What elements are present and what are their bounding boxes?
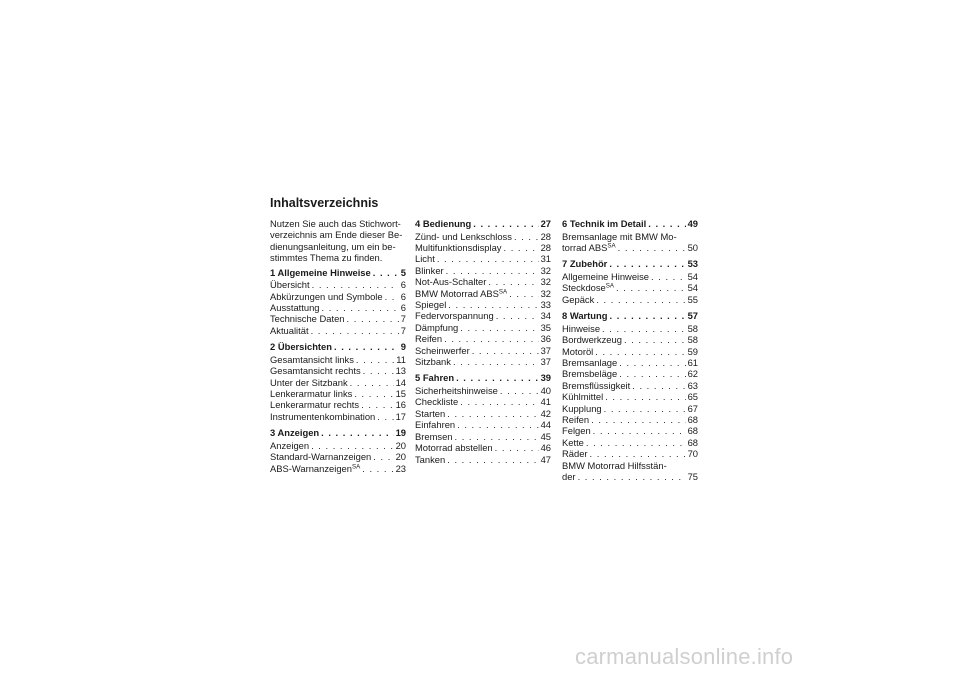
dot-leader bbox=[619, 368, 685, 379]
toc-page-number: 63 bbox=[687, 379, 698, 391]
toc-entry-spiegel[interactable] bbox=[415, 299, 551, 310]
toc-entry-reifen[interactable] bbox=[562, 414, 698, 425]
toc-entry-abkuerzungen-und-symbole[interactable] bbox=[270, 291, 406, 302]
dot-leader bbox=[312, 279, 399, 290]
toc-page-number: 32 bbox=[540, 264, 551, 276]
toc-entry-blinker[interactable] bbox=[415, 265, 551, 276]
toc-entry-technische-daten[interactable] bbox=[270, 313, 406, 324]
toc-entry-label: 6 Technik im Detail bbox=[562, 218, 647, 229]
toc-entry-sicherheitshinweise[interactable] bbox=[415, 385, 551, 396]
toc-entry-label: Bremsen bbox=[415, 430, 453, 442]
toc-entry-gesamtansicht-links[interactable] bbox=[270, 354, 406, 365]
toc-page-number: 53 bbox=[687, 258, 698, 270]
toc-entry-label: Sitzbank bbox=[415, 356, 451, 368]
toc-page-number: 40 bbox=[540, 385, 551, 397]
toc-page-number: 9 bbox=[400, 341, 406, 353]
toc-entry-wrapped-line[interactable]: BMW Motorrad Hilfsstän- bbox=[562, 459, 667, 471]
toc-entry-label: Hinweise bbox=[562, 322, 601, 334]
toc-entry-label: Unter der Sitzbank bbox=[270, 376, 348, 388]
toc-entry-kuehlmittel[interactable] bbox=[562, 391, 698, 402]
toc-page-number: 14 bbox=[395, 376, 406, 388]
toc-entry-label: Spiegel bbox=[415, 299, 447, 311]
dot-leader bbox=[596, 294, 685, 305]
toc-entry-label: Reifen bbox=[415, 333, 443, 345]
special-equipment-marker: SA bbox=[605, 282, 615, 290]
toc-page-number: 23 bbox=[395, 462, 406, 474]
toc-page-number: 5 bbox=[400, 266, 406, 278]
toc-page-number: 13 bbox=[395, 365, 406, 377]
toc-page-number: 32 bbox=[540, 287, 551, 299]
dot-leader bbox=[347, 313, 399, 324]
toc-heading-1-allgemeine-hinweise[interactable] bbox=[270, 267, 406, 280]
dot-leader bbox=[444, 333, 538, 344]
toc-entry-scheinwerfer[interactable] bbox=[415, 345, 551, 356]
toc-page-number: 32 bbox=[540, 276, 551, 288]
toc-entry-einfahren[interactable] bbox=[415, 419, 551, 430]
dot-leader bbox=[488, 276, 538, 287]
dot-leader bbox=[495, 442, 539, 453]
toc-section bbox=[270, 267, 406, 337]
toc-entry-bremsbelaege[interactable] bbox=[562, 368, 698, 379]
toc-page-number: 44 bbox=[540, 419, 551, 431]
toc-entry-label: Räder bbox=[562, 448, 588, 460]
toc-entry-label: Felgen bbox=[562, 425, 591, 437]
toc-page-number: 20 bbox=[395, 439, 406, 451]
toc-entry-label: Not-Aus-Schalter bbox=[415, 276, 487, 288]
toc-entry-not-aus-schalter[interactable] bbox=[415, 276, 551, 287]
toc-entry-bordwerkzeug[interactable] bbox=[562, 334, 698, 345]
toc-entry-licht[interactable] bbox=[415, 253, 551, 264]
page-title: Inhaltsverzeichnis bbox=[270, 196, 379, 210]
dot-leader bbox=[334, 341, 399, 354]
toc-entry-anzeigen[interactable] bbox=[270, 440, 406, 451]
toc-entry-label: Kupplung bbox=[562, 402, 602, 414]
dot-leader bbox=[618, 242, 686, 253]
toc-entry-label: Starten bbox=[415, 407, 446, 419]
dot-leader bbox=[500, 385, 539, 396]
toc-page-number: 6 bbox=[400, 302, 406, 314]
dot-leader bbox=[473, 218, 538, 231]
toc-page-number: 28 bbox=[540, 230, 551, 242]
toc-page-number: 37 bbox=[540, 356, 551, 368]
toc-page-number: 68 bbox=[687, 436, 698, 448]
toc-page-number: 6 bbox=[400, 290, 406, 302]
toc-page-number: 46 bbox=[540, 442, 551, 454]
toc-page-number: 17 bbox=[395, 410, 406, 422]
toc-entry-der[interactable] bbox=[562, 471, 698, 482]
toc-entry-allgemeine-hinweise[interactable] bbox=[562, 271, 698, 282]
toc-entry-sitzbank[interactable] bbox=[415, 356, 551, 367]
dot-leader bbox=[648, 218, 685, 231]
dot-leader bbox=[595, 346, 685, 357]
toc-page-number: 37 bbox=[540, 344, 551, 356]
dot-leader bbox=[437, 253, 539, 264]
toc-page-number: 54 bbox=[687, 282, 698, 294]
toc-page-number: 20 bbox=[395, 451, 406, 463]
toc-page-number: 54 bbox=[687, 271, 698, 282]
toc-entry-steckdose[interactable] bbox=[562, 282, 698, 293]
toc-entry-label: Übersicht bbox=[270, 279, 310, 291]
toc-entry-gesamtansicht-rechts[interactable] bbox=[270, 365, 406, 376]
toc-entry-label: Ausstattung bbox=[270, 302, 320, 314]
toc-page-number: 42 bbox=[540, 407, 551, 419]
toc-page-number: 19 bbox=[395, 427, 406, 439]
toc-column-2 bbox=[415, 218, 551, 470]
toc-entry-label: Instrumentenkombination bbox=[270, 410, 376, 422]
toc-entry-label: 8 Wartung bbox=[562, 310, 608, 322]
toc-entry-label: Multifunktionsdisplay bbox=[415, 242, 502, 253]
toc-entry-unter-der-sitzbank[interactable] bbox=[270, 377, 406, 388]
toc-section bbox=[562, 258, 698, 305]
toc-column-1 bbox=[270, 218, 406, 479]
toc-entry-label: Anzeigen bbox=[270, 439, 310, 451]
dot-leader bbox=[455, 431, 539, 442]
dot-leader bbox=[605, 391, 685, 402]
toc-heading-8-wartung[interactable] bbox=[562, 310, 698, 323]
dot-leader bbox=[361, 399, 393, 410]
toc-entry-zuend-und-lenkschloss[interactable] bbox=[415, 231, 551, 242]
toc-page-number: 58 bbox=[687, 334, 698, 346]
toc-entry-label: Allgemeine Hinweise bbox=[562, 271, 650, 282]
toc-entry-label: Gepäck bbox=[562, 293, 595, 305]
toc-entry-label: ABS-Warnanzeigen$^{SA}$ bbox=[270, 462, 361, 474]
toc-page-number: 45 bbox=[540, 430, 551, 442]
watermark-text: carmanualsonline.info bbox=[575, 644, 794, 669]
toc-entry-label: Aktualität bbox=[270, 324, 309, 336]
toc-section bbox=[415, 218, 551, 367]
dot-leader bbox=[591, 414, 685, 425]
dot-leader bbox=[322, 302, 399, 313]
toc-page-number: 55 bbox=[687, 293, 698, 305]
toc-page-number: 16 bbox=[395, 399, 406, 411]
toc-entry-uebersicht[interactable] bbox=[270, 279, 406, 290]
toc-page-number: 35 bbox=[540, 321, 551, 333]
dot-leader bbox=[356, 354, 394, 365]
dot-leader bbox=[593, 425, 686, 436]
toc-page-number: 41 bbox=[540, 396, 551, 408]
toc-entry-label: Kühlmittel bbox=[562, 391, 604, 403]
toc-page-number: 7 bbox=[400, 324, 406, 336]
toc-entry-gepaeck[interactable] bbox=[562, 294, 698, 305]
dot-leader bbox=[377, 411, 393, 422]
toc-entry-label: 5 Fahren bbox=[415, 372, 455, 384]
toc-entry-wrapped-line[interactable]: Bremsanlage mit BMW Mo- bbox=[562, 230, 677, 242]
toc-entry-bremsen[interactable] bbox=[415, 431, 551, 442]
toc-entry-kupplung[interactable] bbox=[562, 403, 698, 414]
dot-leader bbox=[632, 380, 685, 391]
toc-page-number: 75 bbox=[687, 471, 698, 483]
dot-leader bbox=[651, 271, 686, 282]
toc-entry-bremsanlage[interactable] bbox=[562, 357, 698, 368]
toc-entry-label: 4 Bedienung bbox=[415, 218, 472, 229]
toc-page-number: 27 bbox=[540, 218, 551, 229]
toc-entry-label: Lenkerarmatur rechts bbox=[270, 399, 360, 411]
toc-section bbox=[270, 341, 406, 422]
toc-entry-lenkerarmatur-rechts[interactable] bbox=[270, 399, 406, 410]
toc-page-number: 62 bbox=[687, 368, 698, 380]
toc-entry-label: Bremsflüssigkeit bbox=[562, 379, 631, 391]
toc-entry-instrumentenkombination[interactable] bbox=[270, 411, 406, 422]
toc-entry-daempfung[interactable] bbox=[415, 322, 551, 333]
toc-entry-label: Federvorspannung bbox=[415, 310, 494, 322]
toc-entry-label: Tanken bbox=[415, 453, 446, 465]
dot-leader bbox=[350, 377, 394, 388]
toc-entry-label: Standard-Warnanzeigen bbox=[270, 451, 372, 463]
toc-section bbox=[415, 372, 551, 464]
toc-page-number: 68 bbox=[687, 425, 698, 437]
dot-leader bbox=[448, 299, 538, 310]
toc-entry-label: der bbox=[562, 471, 576, 483]
toc-entry-motorrad-abstellen[interactable] bbox=[415, 442, 551, 453]
dot-leader bbox=[456, 372, 538, 385]
toc-section bbox=[562, 310, 698, 482]
special-equipment-marker: SA bbox=[352, 463, 361, 471]
special-equipment-marker: SA bbox=[498, 288, 508, 296]
toc-entry-raeder[interactable] bbox=[562, 448, 698, 459]
toc-entry-ausstattung[interactable] bbox=[270, 302, 406, 313]
dot-leader bbox=[609, 258, 685, 271]
toc-entry-label: Abkürzungen und Symbole bbox=[270, 290, 383, 302]
toc-page-number: 49 bbox=[687, 218, 698, 229]
dot-leader bbox=[311, 440, 393, 451]
toc-entry-label: Bremsbeläge bbox=[562, 368, 618, 380]
toc-entry-checkliste[interactable] bbox=[415, 396, 551, 407]
toc-page-number: 28 bbox=[540, 242, 551, 253]
toc-entry-tanken[interactable] bbox=[415, 454, 551, 465]
toc-column-3 bbox=[562, 218, 698, 488]
toc-entry-motoroel[interactable] bbox=[562, 346, 698, 357]
toc-entry-label: 7 Zubehör bbox=[562, 258, 608, 270]
toc-page-number: 50 bbox=[687, 242, 698, 253]
toc-heading-6-technik-im-detail[interactable] bbox=[562, 218, 698, 231]
toc-heading-4-bedienung[interactable] bbox=[415, 218, 551, 231]
dot-leader bbox=[446, 265, 539, 276]
dot-leader bbox=[363, 365, 394, 376]
dot-leader bbox=[509, 288, 538, 299]
dot-leader bbox=[609, 310, 685, 323]
toc-entry-label: Dämpfung bbox=[415, 321, 459, 333]
toc-entry-label: 1 Allgemeine Hinweise bbox=[270, 266, 371, 278]
toc-entry-aktualitaet[interactable] bbox=[270, 325, 406, 336]
toc-entry-label: Motorrad abstellen bbox=[415, 442, 493, 454]
dot-leader bbox=[447, 408, 538, 419]
dot-leader bbox=[602, 323, 686, 334]
toc-entry-label: Kette bbox=[562, 436, 584, 448]
dot-leader bbox=[578, 471, 686, 482]
toc-entry-felgen[interactable] bbox=[562, 425, 698, 436]
toc-entry-label: Technische Daten bbox=[270, 313, 345, 325]
toc-page-number: 47 bbox=[540, 453, 551, 465]
toc-page-number: 61 bbox=[687, 357, 698, 369]
toc-entry-hinweise[interactable] bbox=[562, 323, 698, 334]
toc-page-number: 67 bbox=[687, 402, 698, 414]
toc-entry-label: Motoröl bbox=[562, 345, 594, 357]
toc-entry-label: Sicherheitshinweise bbox=[415, 385, 498, 397]
toc-entry-abs-warnanzeigen[interactable] bbox=[270, 463, 406, 474]
toc-page-number: 33 bbox=[540, 299, 551, 311]
toc-section bbox=[562, 218, 698, 253]
toc-entry-reifen[interactable] bbox=[415, 333, 551, 344]
toc-entry-label: Bordwerkzeug bbox=[562, 334, 622, 346]
toc-page-number: 36 bbox=[540, 333, 551, 345]
toc-page-number: 39 bbox=[540, 372, 551, 384]
toc-entry-label: Lenkerarmatur links bbox=[270, 388, 353, 400]
toc-page-number: 34 bbox=[540, 310, 551, 322]
toc-entry-label: Scheinwerfer bbox=[415, 344, 470, 356]
dot-leader bbox=[496, 310, 539, 321]
toc-entry-label: Bremsanlage bbox=[562, 357, 618, 369]
toc-entry-multifunktionsdisplay[interactable] bbox=[415, 242, 551, 253]
toc-page-number: 15 bbox=[395, 388, 406, 400]
toc-entry-label: Gesamtansicht links bbox=[270, 353, 354, 365]
dot-leader bbox=[460, 322, 538, 333]
toc-entry-standard-warnanzeigen[interactable] bbox=[270, 451, 406, 462]
dot-leader bbox=[460, 396, 538, 407]
toc-page-number: 6 bbox=[400, 279, 406, 291]
dot-leader bbox=[590, 448, 686, 459]
toc-entry-bremsfluessigkeit[interactable] bbox=[562, 380, 698, 391]
dot-leader bbox=[472, 345, 539, 356]
toc-page-number: 65 bbox=[687, 391, 698, 403]
toc-entry-label: Checkliste bbox=[415, 396, 459, 408]
dot-leader bbox=[624, 334, 686, 345]
toc-entry-label: torrad $ABS^{SA}$ bbox=[562, 242, 616, 253]
toc-entry-label: Zünd- und Lenkschloss bbox=[415, 230, 512, 242]
toc-page-number: 11 bbox=[396, 353, 406, 365]
dot-leader bbox=[586, 437, 686, 448]
toc-heading-3-anzeigen[interactable] bbox=[270, 427, 406, 440]
toc-entry-label: 3 Anzeigen bbox=[270, 427, 320, 439]
toc-entry-label: Einfahren bbox=[415, 419, 456, 431]
toc-entry-kette[interactable] bbox=[562, 437, 698, 448]
dot-leader bbox=[311, 325, 399, 336]
toc-entry-federvorspannung[interactable] bbox=[415, 310, 551, 321]
toc-entry-label: 2 Übersichten bbox=[270, 341, 332, 353]
toc-page-number: 59 bbox=[687, 345, 698, 357]
toc-heading-7-zubehoer[interactable] bbox=[562, 258, 698, 271]
toc-entry-label: Gesamtansicht rechts bbox=[270, 365, 361, 377]
toc-page-number: 58 bbox=[687, 322, 698, 334]
toc-entry-label: Reifen bbox=[562, 414, 590, 426]
intro-text: Nutzen Sie auch das Stichwort- verzeichnis am Ende dieser Be- dienungsanleitung, um ein be- stimmtes Thema zu finden. bbox=[270, 218, 403, 264]
dot-leader bbox=[619, 357, 685, 368]
toc-section bbox=[270, 427, 406, 474]
dot-leader bbox=[321, 427, 393, 440]
dot-leader bbox=[385, 291, 399, 302]
toc-entry-label: Steckdose$^{SA}$ bbox=[562, 282, 615, 294]
toc-entry-label: Blinker bbox=[415, 264, 444, 276]
special-equipment-marker: SA bbox=[607, 242, 616, 250]
dot-leader bbox=[514, 231, 539, 242]
dot-leader bbox=[373, 451, 393, 462]
dot-leader bbox=[616, 282, 686, 293]
toc-entry-starten[interactable] bbox=[415, 408, 551, 419]
dot-leader bbox=[504, 242, 539, 253]
toc-heading-5-fahren[interactable] bbox=[415, 372, 551, 385]
dot-leader bbox=[604, 403, 686, 414]
toc-page-number: 70 bbox=[687, 448, 698, 460]
dot-leader bbox=[354, 388, 393, 399]
dot-leader bbox=[447, 454, 538, 465]
toc-entry-label: BMW Motorrad $ABS^{SA}$ bbox=[415, 287, 508, 299]
toc-entry-bmw-motorrad-abs[interactable] bbox=[415, 288, 551, 299]
toc-entry-label: Licht bbox=[415, 253, 435, 265]
toc-page-number: 31 bbox=[540, 253, 551, 265]
toc-page-number: 57 bbox=[687, 310, 698, 322]
dot-leader bbox=[453, 356, 539, 367]
toc-heading-2-uebersichten[interactable] bbox=[270, 341, 406, 354]
toc-page-number: 7 bbox=[400, 313, 406, 325]
dot-leader bbox=[362, 463, 393, 474]
toc-entry-lenkerarmatur-links[interactable] bbox=[270, 388, 406, 399]
dot-leader bbox=[373, 267, 399, 280]
toc-page-number: 68 bbox=[687, 414, 698, 426]
dot-leader bbox=[457, 419, 538, 430]
toc-entry-torrad-abs[interactable] bbox=[562, 242, 698, 253]
